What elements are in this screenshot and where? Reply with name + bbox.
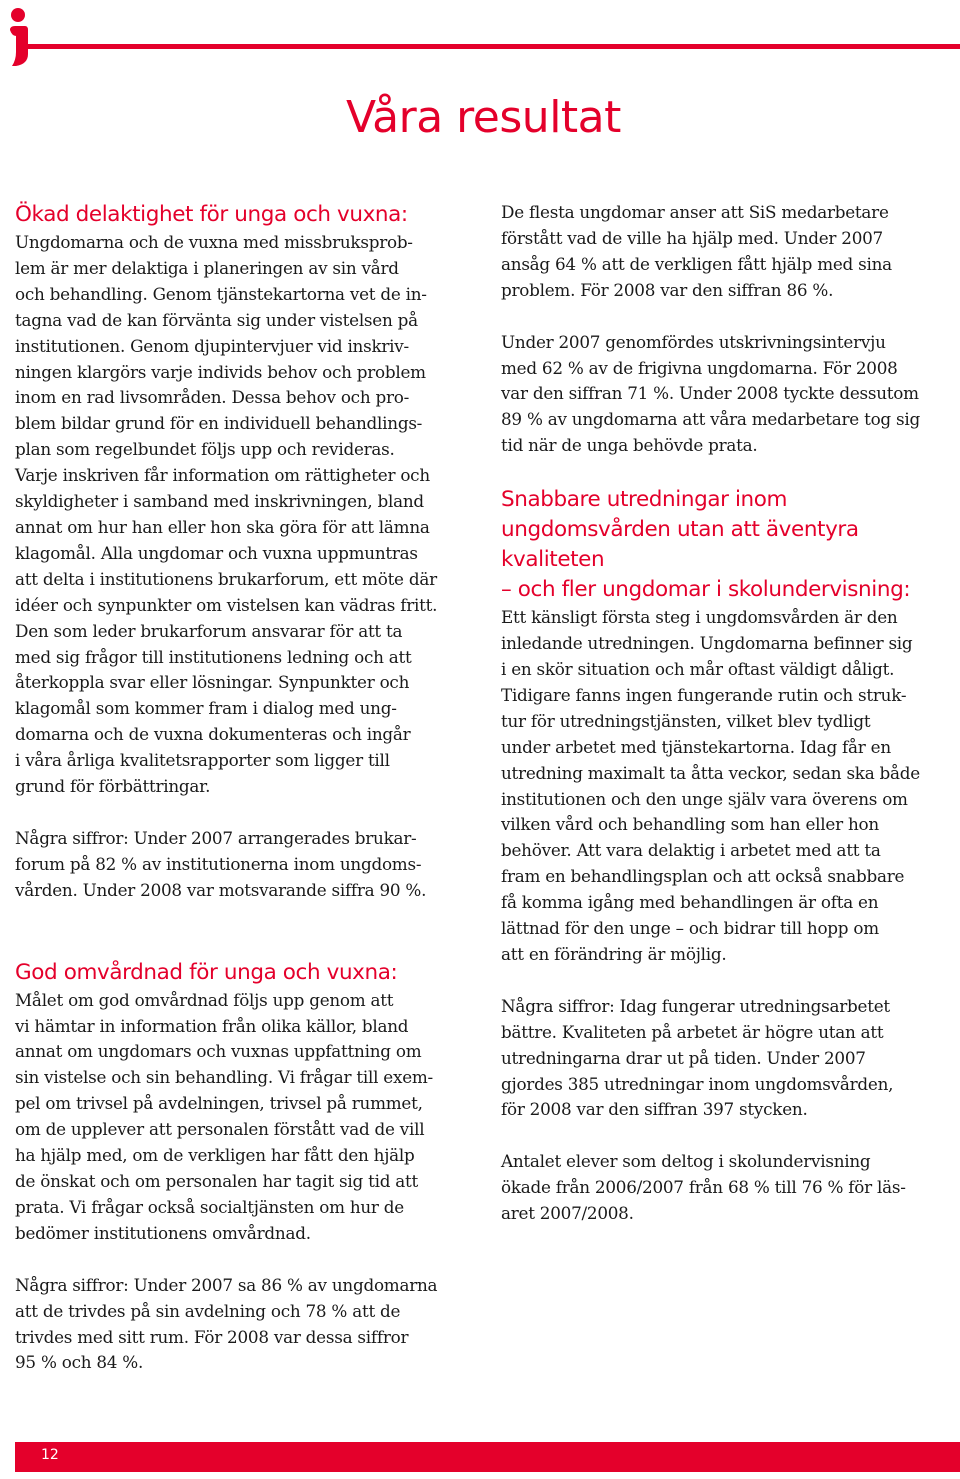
help-paragraph: De flesta ungdomar anser att SiS medarbetare förstått vad de ville ha hjälp med. Under 2007 ansåg 64 % att de verkligen fått hjälp med sina problem. För 2008 var den siffran 86 %. [501,202,892,300]
sis-logo-icon [4,6,34,68]
section-heading-care: God omvårdnad för unga och vuxna: [15,959,398,985]
section-heading-participation: Ökad delaktighet för unga och vuxna: [15,202,408,227]
header-rule [18,44,960,49]
participation-figures: Några siffror: Under 2007 arrangerades brukar- forum på 82 % av institutionerna inom ungdoms- vården. Under 2008 var motsvarande siffra 90 %. [15,827,427,900]
page-number: 12 [41,1447,59,1463]
footer-bar [15,1442,960,1472]
left-column [15,200,485,1376]
participation-body: Ungdomarna och de vuxna med missbruksprob- lem är mer delaktiga i planeringen av sin vård och behandling. Genom tjänstekartorna vet de in- tagna vad de kan förvänta sig under vistelsen på institutionen. Genom djupintervjuer vid inskriv- ningen klargörs varje individs behov och problem inom en rad livsområden. Dessa behov och pro- blem bildar grund för en individuell behandlings- plan som regelbundet följs upp och revideras. Varje inskriven får information om rättigheter och skyldigheter i samband med inskrivningen, bland annat om hur han eller hon ska göra för att lämna klagomål. Alla ungdomar och vuxna uppmuntras att delta i institutionens brukarforum, ett möte där idéer och synpunkter om vistelsen kan vädras fritt. Den som leder brukarforum ansvarar för att ta med sig frågor till institutionens ledning och att återkoppla svar eller lösningar. Synpunkter och klagomål som kommer fram i dialog med ung- domarna och de vuxna dokumenteras och ingår i våra årliga kvalitetsrapporter som ligger till grund för förbättringar. [15,232,438,797]
right-column [501,200,956,1227]
school-paragraph: Antalet elever som deltog i skolundervisning ökade från 2006/2007 från 68 % till 76 % för läs- aret 2007/2008. [501,1151,906,1224]
section-heading-investigations: Snabbare utredningar inom ungdomsvården utan att äventyra kvaliteten – och fler ungdomar i skolundervisning: [501,487,911,603]
care-figures: Några siffror: Under 2007 sa 86 % av ungdomarna att de trivdes på sin avdelning och 78 % att de trivdes med sitt rum. För 2008 var dessa siffror 95 % och 84 %. [15,1274,438,1373]
care-body: Målet om god omvårdnad följs upp genom att vi hämtar in information från olika källor, bland annat om ungdomars och vuxnas uppfattning om sin vistelse och sin behandling. Vi frågar till exem- pel om trivsel på avdelningen, trivsel på rummet, om de upplever att personalen förstått vad de vill ha hjälp med, om de verkligen har fått den hjälp de önskat och om personalen har tagit sig tid att prata. Vi frågar också socialtjänsten om hur de bedömer institutionens omvårdnad. [15,989,433,1243]
investigations-figures: Några siffror: Idag fungerar utredningsarbetet bättre. Kvaliteten på arbetet är högre utan att utredningarna drar ut på tiden. Under 2007 gjordes 385 utredningar inom ungdomsvården, för 2008 var den siffran 397 stycken. [501,995,894,1120]
page-title: Våra resultat [346,92,621,143]
discharge-paragraph: Under 2007 genomfördes utskrivningsintervju med 62 % av de frigivna ungdomarna. För 2008 var den siffran 71 %. Under 2008 tyckte dessutom 89 % av ungdomarna att våra medarbetare tog sig tid när de unga behövde prata. [501,331,920,456]
investigations-body: Ett känsligt första steg i ungdomsvården är den inledande utredningen. Ungdomarna befinner sig i en skör situation och mår oftast väldigt dåligt. Tidigare fanns ingen fungerande rutin och struk- tur för utredningstjänsten, vilket blev tydligt under arbetet med tjänstekartorna. Idag får en utredning maximalt ta åtta veckor, sedan ska både institutionen och den unge själv vara överens om vilken vård och behandling som han eller hon behöver. Att vara delaktig i arbetet med att ta fram en behandlingsplan och att också snabbare få komma igång med behandlingen är ofta en lättnad för den unge – och bidrar till hopp om att en förändring är möjlig. [501,607,920,964]
